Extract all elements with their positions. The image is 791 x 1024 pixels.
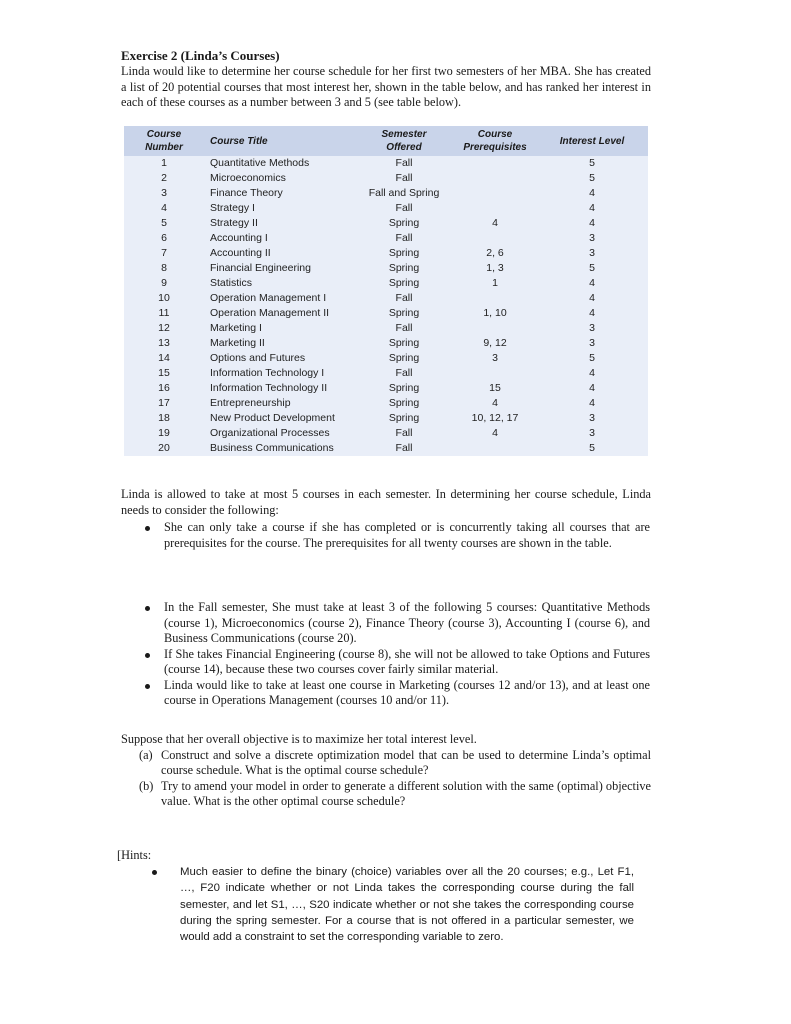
cell-course-title: New Product Development — [204, 411, 354, 426]
cell-semester: Spring — [354, 381, 454, 396]
cell-course-number: 8 — [124, 261, 204, 276]
item-text: Try to amend your model in order to generate a different solution with the same (optimal) objective value. What is the other optimal course schedule? — [161, 778, 651, 808]
hints-block — [140, 864, 634, 945]
cell-course-number: 11 — [124, 306, 204, 321]
question-section — [121, 732, 651, 810]
cell-course-title: Organizational Processes — [204, 426, 354, 441]
bullet-item — [138, 520, 650, 551]
courses-table-container — [124, 126, 648, 456]
table-row — [124, 396, 648, 411]
table-row — [124, 426, 648, 441]
cell-semester: Spring — [354, 411, 454, 426]
cell-course-number: 16 — [124, 381, 204, 396]
cell-prerequisites — [454, 171, 536, 186]
cell-course-title: Information Technology I — [204, 366, 354, 381]
cell-semester: Fall — [354, 426, 454, 441]
cell-course-title: Strategy I — [204, 201, 354, 216]
cell-interest-level: 4 — [536, 381, 648, 396]
item-marker: (b) — [139, 778, 154, 793]
question-item-a — [121, 748, 651, 779]
bullet-text: She can only take a course if she has completed or is concurrently taking all courses that are prerequisites for the course. The prerequisites for all twenty courses are shown in the table. — [164, 520, 650, 550]
header-prerequisites — [454, 126, 536, 156]
bullet-dot-icon — [145, 526, 150, 531]
cell-semester: Spring — [354, 216, 454, 231]
exercise-header — [121, 48, 651, 111]
cell-prerequisites: 4 — [454, 216, 536, 231]
table-row — [124, 186, 648, 201]
header-semester-line2: Offered — [386, 142, 422, 153]
cell-course-title: Marketing I — [204, 321, 354, 336]
cell-course-number: 5 — [124, 216, 204, 231]
cell-prerequisites: 2, 6 — [454, 246, 536, 261]
cell-semester: Fall — [354, 201, 454, 216]
table-row — [124, 246, 648, 261]
cell-course-title: Accounting II — [204, 246, 354, 261]
cell-interest-level: 5 — [536, 351, 648, 366]
table-row — [124, 276, 648, 291]
header-interest-level: Interest Level — [536, 126, 648, 156]
cell-course-title: Accounting I — [204, 231, 354, 246]
cell-course-number: 20 — [124, 441, 204, 456]
cell-course-number: 3 — [124, 186, 204, 201]
cell-prerequisites: 4 — [454, 396, 536, 411]
table-row — [124, 291, 648, 306]
cell-course-title: Operation Management II — [204, 306, 354, 321]
cell-course-number: 18 — [124, 411, 204, 426]
bullet-text: Linda would like to take at least one course in Marketing (courses 12 and/or 13), and at least one course in Operations Management (courses 10 and/or 11). — [164, 677, 650, 707]
exercise-title: Exercise 2 (Linda’s Courses) — [121, 48, 280, 63]
cell-interest-level: 3 — [536, 246, 648, 261]
cell-course-number: 6 — [124, 231, 204, 246]
table-row — [124, 321, 648, 336]
cell-semester: Spring — [354, 351, 454, 366]
item-text: Construct and solve a discrete optimization model that can be used to determine Linda’s optimal course schedule. What is the optimal course schedule? — [161, 747, 651, 777]
cell-prerequisites — [454, 291, 536, 306]
cell-interest-level: 4 — [536, 216, 648, 231]
table-body — [124, 156, 648, 456]
bullet-dot-icon — [152, 870, 157, 875]
cell-prerequisites: 1, 3 — [454, 261, 536, 276]
cell-course-number: 7 — [124, 246, 204, 261]
header-course-number — [124, 126, 204, 156]
cell-semester: Fall — [354, 321, 454, 336]
question-item-b — [121, 779, 651, 810]
table-row — [124, 261, 648, 276]
table-row — [124, 216, 648, 231]
cell-semester: Fall — [354, 231, 454, 246]
cell-course-number: 17 — [124, 396, 204, 411]
cell-prerequisites: 15 — [454, 381, 536, 396]
cell-interest-level: 4 — [536, 276, 648, 291]
cell-course-title: Operation Management I — [204, 291, 354, 306]
cell-interest-level: 5 — [536, 441, 648, 456]
table-row — [124, 366, 648, 381]
cell-course-title: Microeconomics — [204, 171, 354, 186]
cell-prerequisites — [454, 321, 536, 336]
table-header-row — [124, 126, 648, 156]
cell-semester: Fall — [354, 366, 454, 381]
cell-interest-level: 4 — [536, 366, 648, 381]
cell-interest-level: 3 — [536, 426, 648, 441]
cell-prerequisites: 3 — [454, 351, 536, 366]
table-row — [124, 351, 648, 366]
cell-course-number: 14 — [124, 351, 204, 366]
table-row — [124, 411, 648, 426]
table-row — [124, 156, 648, 171]
table-row — [124, 381, 648, 396]
cell-semester: Fall — [354, 156, 454, 171]
cell-course-title: Financial Engineering — [204, 261, 354, 276]
cell-prerequisites — [454, 156, 536, 171]
cell-prerequisites — [454, 231, 536, 246]
cell-course-title: Strategy II — [204, 216, 354, 231]
cell-interest-level: 5 — [536, 171, 648, 186]
cell-course-title: Quantitative Methods — [204, 156, 354, 171]
cell-prerequisites: 10, 12, 17 — [454, 411, 536, 426]
table-row — [124, 336, 648, 351]
cell-interest-level: 4 — [536, 201, 648, 216]
bullet-item — [138, 678, 650, 709]
bullet-dot-icon — [145, 606, 150, 611]
hint-item — [140, 864, 634, 945]
bullet-item — [138, 647, 650, 678]
cell-course-number: 12 — [124, 321, 204, 336]
table-row — [124, 231, 648, 246]
bullet-dot-icon — [145, 653, 150, 658]
cell-semester: Fall — [354, 441, 454, 456]
cell-course-title: Business Communications — [204, 441, 354, 456]
cell-interest-level: 3 — [536, 321, 648, 336]
cell-prerequisites: 4 — [454, 426, 536, 441]
cell-prerequisites: 1, 10 — [454, 306, 536, 321]
cell-prerequisites — [454, 201, 536, 216]
constraint-bullet-1 — [138, 520, 650, 551]
table-row — [124, 201, 648, 216]
cell-course-title: Finance Theory — [204, 186, 354, 201]
bullet-text: In the Fall semester, She must take at least 3 of the following 5 courses: Quantitative Methods (course 1), Microeconomics (course 2), Finance Theory (course 3), Accounting I (course 6), and Business Communications (course 20). — [164, 600, 650, 645]
cell-prerequisites: 1 — [454, 276, 536, 291]
header-number-line2: Number — [145, 142, 183, 153]
bullet-item — [138, 600, 650, 647]
cell-course-number: 10 — [124, 291, 204, 306]
cell-course-number: 19 — [124, 426, 204, 441]
exercise-intro: Linda would like to determine her course schedule for her first two semesters of her MBA. She has created a list of 20 potential courses that most interest her, shown in the table below, and has ranked her interest in each of these courses as a number between 3 and 5 (see table below). — [121, 64, 651, 109]
table-row — [124, 441, 648, 456]
header-semester — [354, 126, 454, 156]
cell-semester: Spring — [354, 396, 454, 411]
table-row — [124, 306, 648, 321]
cell-prerequisites — [454, 441, 536, 456]
cell-semester: Fall — [354, 171, 454, 186]
bullet-dot-icon — [145, 684, 150, 689]
cell-interest-level: 4 — [536, 306, 648, 321]
header-semester-line1: Semester — [381, 129, 427, 140]
cell-interest-level: 3 — [536, 336, 648, 351]
cell-course-number: 4 — [124, 201, 204, 216]
cell-course-title: Statistics — [204, 276, 354, 291]
cell-interest-level: 5 — [536, 156, 648, 171]
cell-semester: Fall — [354, 291, 454, 306]
cell-semester: Spring — [354, 276, 454, 291]
cell-course-title: Information Technology II — [204, 381, 354, 396]
constraint-bullets-rest — [138, 600, 650, 709]
constraints-intro: Linda is allowed to take at most 5 courses in each semester. In determining her course schedule, Linda needs to consider the following: — [121, 487, 651, 517]
cell-course-number: 9 — [124, 276, 204, 291]
item-marker: (a) — [139, 747, 153, 762]
hints-label: [Hints: — [117, 848, 152, 862]
cell-semester: Fall and Spring — [354, 186, 454, 201]
cell-course-number: 13 — [124, 336, 204, 351]
header-course-title: Course Title — [204, 126, 354, 156]
cell-prerequisites — [454, 186, 536, 201]
header-prereq-line2: Prerequisites — [463, 142, 527, 153]
cell-interest-level: 5 — [536, 261, 648, 276]
cell-semester: Spring — [354, 306, 454, 321]
cell-interest-level: 3 — [536, 411, 648, 426]
cell-course-number: 2 — [124, 171, 204, 186]
cell-course-title: Options and Futures — [204, 351, 354, 366]
bullet-text: If She takes Financial Engineering (course 8), she will not be allowed to take Options and Futures (course 14), because these two courses cover fairly similar material. — [164, 646, 650, 676]
cell-course-number: 1 — [124, 156, 204, 171]
cell-prerequisites: 9, 12 — [454, 336, 536, 351]
cell-course-title: Marketing II — [204, 336, 354, 351]
cell-semester: Spring — [354, 336, 454, 351]
cell-interest-level: 3 — [536, 231, 648, 246]
hint-text: Much easier to define the binary (choice) variables over all the 20 courses; e.g., Let F1, …, F20 indicate whether or not Linda takes the corresponding course during the fall semester, and let S1, …, S20 indicate whether or not she takes the corresponding course during the spring semester. For a course that is not offered in a particular semester, we would add a constraint to set the corresponding variable to zero. — [180, 866, 634, 944]
cell-interest-level: 4 — [536, 396, 648, 411]
header-number-line1: Course — [146, 129, 182, 140]
question-lead: Suppose that her overall objective is to maximize her total interest level. — [121, 732, 477, 746]
cell-interest-level: 4 — [536, 291, 648, 306]
cell-prerequisites — [454, 366, 536, 381]
cell-semester: Spring — [354, 261, 454, 276]
cell-semester: Spring — [354, 246, 454, 261]
cell-interest-level: 4 — [536, 186, 648, 201]
cell-course-title: Entrepreneurship — [204, 396, 354, 411]
table-row — [124, 171, 648, 186]
cell-course-number: 15 — [124, 366, 204, 381]
header-prereq-line1: Course — [477, 129, 513, 140]
courses-table — [124, 126, 648, 456]
